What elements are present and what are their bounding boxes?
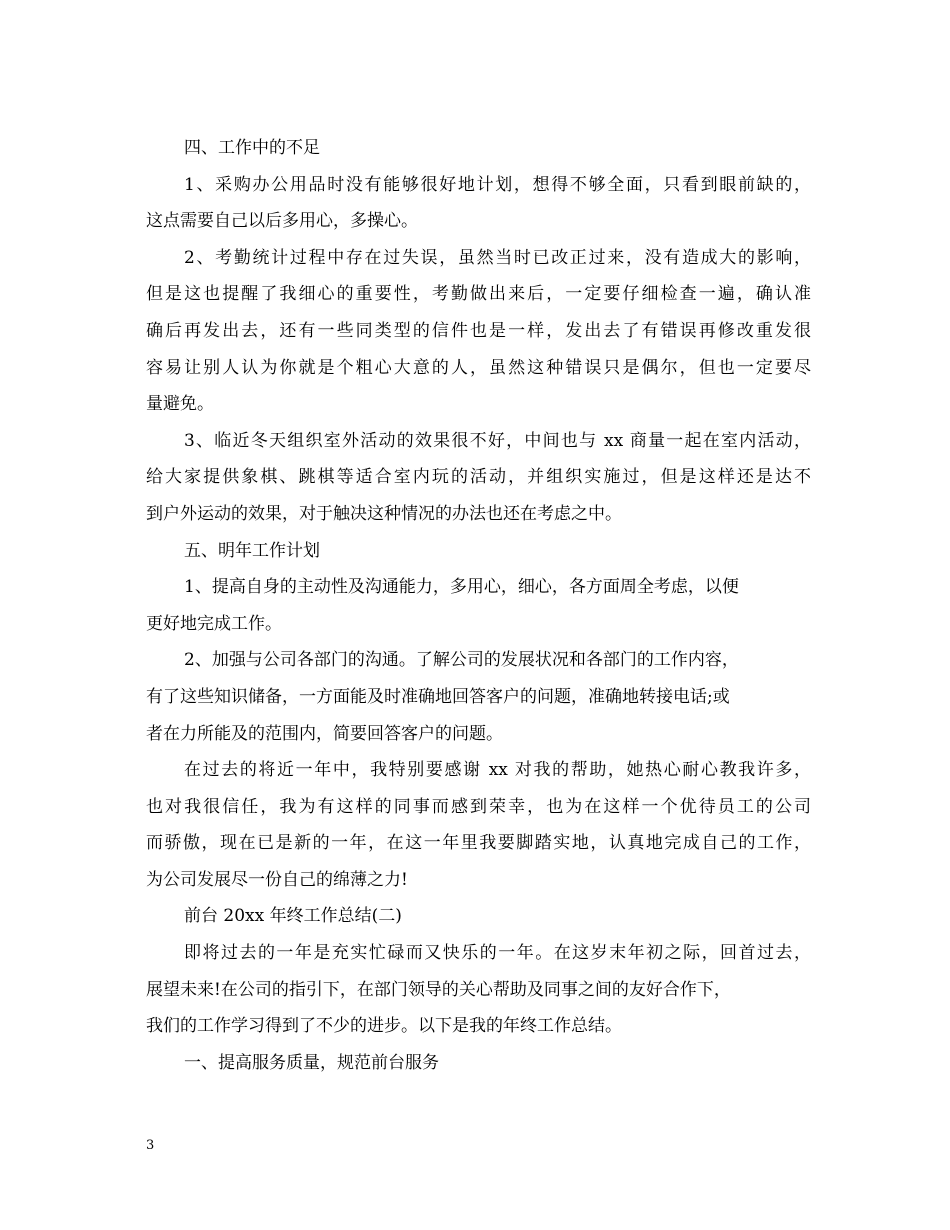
text-line: 2、考勤统计过程中存在过失误，虽然当时已改正过来，没有造成大的影响， (184, 247, 811, 268)
text-line: 确后再发出去，还有一些同类型的信件也是一样，发出去了有错误再修改重发很 (146, 320, 811, 341)
text-line: 五、明年工作计划 (184, 540, 320, 561)
text-line: 展望未来!在公司的指引下，在部门领导的关心帮助及同事之间的友好合作下， (146, 979, 731, 1000)
page-number: 3 (146, 1138, 155, 1153)
text-line: 有了这些知识储备，一方面能及时准确地回答客户的问题，准确地转接电话;或 (146, 686, 730, 707)
text-line: 一、提高服务质量，规范前台服务 (184, 1052, 439, 1073)
text-line: 1、提高自身的主动性及沟通能力，多用心，细心，各方面周全考虑，以便 (184, 577, 739, 598)
text-line: 四、工作中的不足 (184, 138, 320, 158)
text-line: 更好地完成工作。 (146, 613, 282, 634)
text-line: 也对我很信任，我为有这样的同事而感到荣幸，也为在这样一个优待员工的公司 (146, 796, 811, 817)
text-line: 为公司发展尽一份自己的绵薄之力! (146, 869, 408, 890)
text-line: 前台 20xx 年终工作总结(二) (184, 906, 402, 927)
text-line: 到户外运动的效果，对于触决这种情况的办法也还在考虑之中。 (146, 503, 622, 524)
text-line: 在过去的将近一年中，我特别要感谢 xx 对我的帮助，她热心耐心教我许多， (184, 760, 811, 781)
document-body (146, 130, 811, 1081)
text-line: 2、加强与公司各部门的沟通。了解公司的发展状况和各部门的工作内容， (184, 650, 739, 671)
text-line: 而骄傲，现在已是新的一年，在这一年里我要脚踏实地，认真地完成自己的工作， (146, 833, 811, 854)
text-line: 容易让别人认为你就是个粗心大意的人，虽然这种错误只是偶尔，但也一定要尽 (146, 357, 811, 378)
text-line: 1、采购办公用品时没有能够很好地计划，想得不够全面，只看到眼前缺的， (184, 174, 811, 195)
text-line: 量避免。 (146, 394, 214, 415)
text-line: 3、临近冬天组织室外活动的效果很不好，中间也与 xx 商量一起在室内活动， (184, 430, 811, 451)
text-line: 但是这也提醒了我细心的重要性，考勤做出来后，一定要仔细检查一遍，确认准 (146, 284, 811, 305)
text-line: 给大家提供象棋、跳棋等适合室内玩的活动，并组织实施过，但是这样还是达不 (146, 467, 811, 488)
text-line: 即将过去的一年是充实忙碌而又快乐的一年。在这岁末年初之际，回首过去， (184, 943, 811, 964)
text-line: 我们的工作学习得到了不少的进步。以下是我的年终工作总结。 (146, 1016, 622, 1037)
text-line: 者在力所能及的范围内，简要回答客户的问题。 (146, 723, 503, 744)
text-line: 这点需要自己以后多用心，多操心。 (146, 211, 418, 232)
